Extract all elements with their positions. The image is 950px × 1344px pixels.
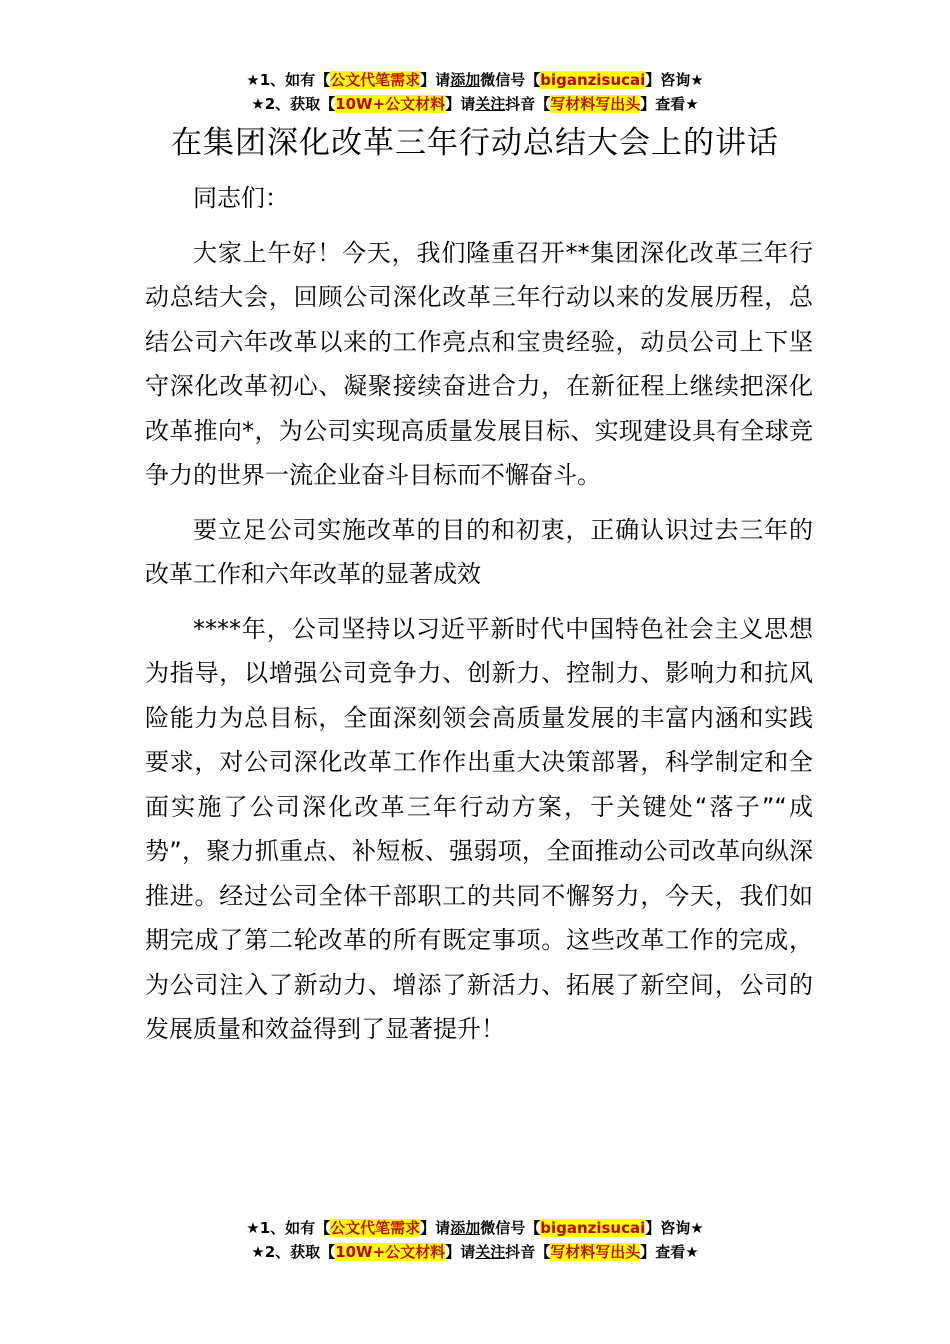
banner-line-1-highlight-wechat: biganzisucai bbox=[540, 71, 646, 89]
footer-banner-line-2 bbox=[0, 1240, 950, 1264]
banner-line-2 bbox=[0, 92, 950, 116]
header-banner bbox=[0, 68, 950, 116]
footer-line-1-emphasis: 添加 bbox=[450, 1219, 481, 1237]
footer-banner-line-1 bbox=[0, 1216, 950, 1240]
banner-line-1-highlight-service: 公文代笔需求 bbox=[330, 71, 421, 89]
banner-line-2-emphasis: 关注 bbox=[475, 95, 506, 113]
banner-line-2-mid: 】请 bbox=[445, 95, 476, 113]
footer-line-2-highlight-douyin: 写材料写出头 bbox=[550, 1243, 641, 1261]
salutation: 同志们： bbox=[193, 184, 289, 212]
banner-line-1-suffix: 】咨询★ bbox=[645, 71, 704, 89]
document-title: 在集团深化改革三年行动总结大会上的讲话 bbox=[171, 125, 779, 161]
footer-line-2-emphasis: 关注 bbox=[475, 1243, 506, 1261]
banner-line-2-highlight-materials: 10W+公文材料 bbox=[335, 95, 446, 113]
banner-line-1-emphasis: 添加 bbox=[450, 71, 481, 89]
footer-line-2-suffix: 】查看★ bbox=[640, 1243, 699, 1261]
banner-line-2-prefix: ★2、获取【 bbox=[251, 95, 336, 113]
footer-line-2-mid2: 抖音【 bbox=[505, 1243, 551, 1261]
footer-line-1-highlight-wechat: biganzisucai bbox=[540, 1219, 646, 1237]
document-body bbox=[145, 176, 813, 1062]
footer-line-1-prefix: ★1、如有【 bbox=[246, 1219, 331, 1237]
banner-line-2-highlight-douyin: 写材料写出头 bbox=[550, 95, 641, 113]
footer-line-1-highlight-service: 公文代笔需求 bbox=[330, 1219, 421, 1237]
banner-line-2-suffix: 】查看★ bbox=[640, 95, 699, 113]
banner-line-1 bbox=[0, 68, 950, 92]
banner-line-1-mid: 】请 bbox=[420, 71, 451, 89]
banner-line-2-mid2: 抖音【 bbox=[505, 95, 551, 113]
footer-line-2-prefix: ★2、获取【 bbox=[251, 1243, 336, 1261]
footer-line-2-highlight-materials: 10W+公文材料 bbox=[335, 1243, 446, 1261]
paragraph-opening: 大家上午好！今天，我们隆重召开**集团深化改革三年行动总结大会，回顾公司深化改革三年行动以来的发展历程，总结公司六年改革以来的工作亮点和宝贵经验，动员公司上下坚守深化改革初心、凝聚接续奋进合力，在新征程上继续把深化改革推向*，为公司实现高质量发展目标、实现建设具有全球竞争力的世界一流企业奋斗目标而不懈奋斗。 bbox=[145, 238, 813, 489]
footer-banner bbox=[0, 1216, 950, 1264]
footer-line-1-mid2: 微信号【 bbox=[480, 1219, 541, 1237]
banner-line-1-prefix: ★1、如有【 bbox=[246, 71, 331, 89]
footer-line-1-mid: 】请 bbox=[420, 1219, 451, 1237]
paragraph-review: ****年，公司坚持以习近平新时代中国特色社会主义思想为指导，以增强公司竞争力、创新力、控制力、影响力和抗风险能力为总目标，全面深刻领会高质量发展的丰富内涵和实践要求，对公司深化改革工作作出重大决策部署，科学制定和全面实施了公司深化改革三年行动方案，于关键处“落子”“成势”，聚力抓重点、补短板、强弱项，全面推动公司改革向纵深推进。经过公司全体干部职工的共同不懈努力，今天，我们如期完成了第二轮改革的所有既定事项。这些改革工作的完成，为公司注入了新动力、增添了新活力、拓展了新空间，公司的发展质量和效益得到了显著提升！ bbox=[145, 614, 813, 1043]
footer-line-1-suffix: 】咨询★ bbox=[645, 1219, 704, 1237]
footer-line-2-mid: 】请 bbox=[445, 1243, 476, 1261]
paragraph-heading: 要立足公司实施改革的目的和初衷，正确认识过去三年的改革工作和六年改革的显著成效 bbox=[145, 515, 813, 588]
banner-line-1-mid2: 微信号【 bbox=[480, 71, 541, 89]
